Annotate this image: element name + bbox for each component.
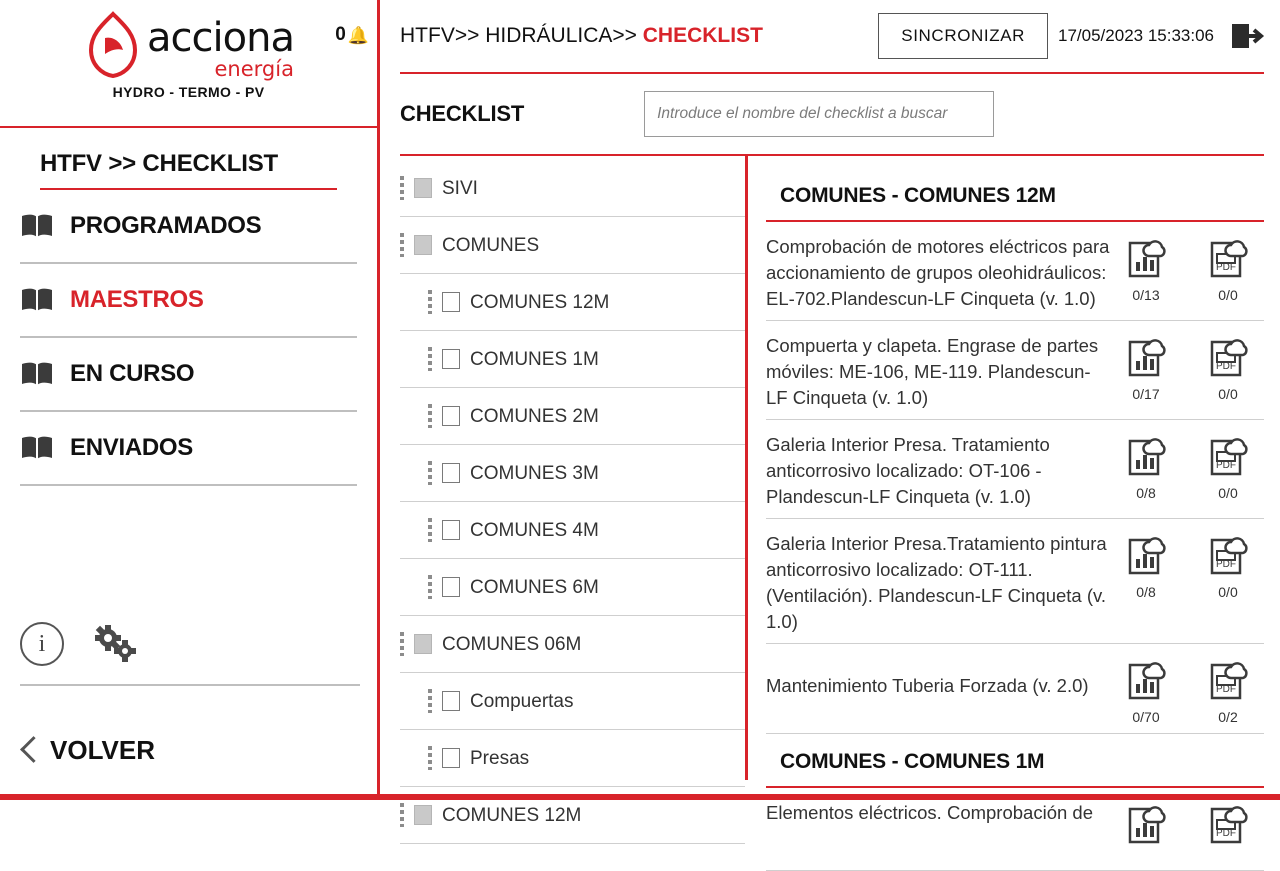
tree-item-comunes-06m[interactable] xyxy=(400,616,745,673)
notifications[interactable] xyxy=(335,24,369,46)
book-icon xyxy=(20,361,54,387)
tree-item-comunes-12m[interactable] xyxy=(400,274,745,331)
chart-count: 0/70 xyxy=(1132,709,1160,725)
sync-button[interactable]: SINCRONIZAR xyxy=(878,13,1048,59)
checklist-tree[interactable] xyxy=(400,156,745,826)
pdf-count: 0/2 xyxy=(1218,709,1238,725)
checkbox-icon[interactable] xyxy=(442,748,460,768)
pdf-cloud-icon xyxy=(1205,432,1251,478)
drag-handle-icon xyxy=(428,461,432,485)
checkbox-icon[interactable] xyxy=(442,292,460,312)
tree-item-label: COMUNES 12M xyxy=(442,804,582,826)
sidebar-item-label: ENVIADOS xyxy=(70,434,193,461)
book-icon xyxy=(20,435,54,461)
sidebar xyxy=(0,0,380,794)
book-icon xyxy=(20,287,54,313)
group-title: COMUNES - COMUNES 1M xyxy=(766,734,1264,788)
pdf-upload-action[interactable] xyxy=(1200,234,1256,303)
tree-item-compuertas[interactable] xyxy=(400,673,745,730)
checkbox-icon[interactable] xyxy=(442,577,460,597)
chart-upload-action[interactable] xyxy=(1118,531,1174,600)
drag-handle-icon xyxy=(400,176,404,200)
checkbox-icon[interactable] xyxy=(442,406,460,426)
drag-handle-icon xyxy=(428,404,432,428)
folder-box-icon xyxy=(414,805,432,825)
checklist-row[interactable] xyxy=(766,519,1264,644)
logo-acciona-text: acciona xyxy=(147,15,294,61)
info-icon[interactable] xyxy=(20,622,64,666)
checklist-row-text: Galeria Interior Presa.Tratamiento pintura anticorrosivo localizado: OT-111. (Ventilación). Plandescun-LF Cinqueta (v. 1.0) xyxy=(766,533,1107,632)
drag-handle-icon xyxy=(400,803,404,827)
tree-item-label: COMUNES 12M xyxy=(470,291,610,313)
chart-count: 0/8 xyxy=(1136,584,1156,600)
top-bar xyxy=(400,0,1264,74)
checkbox-icon[interactable] xyxy=(442,463,460,483)
chart-upload-action[interactable] xyxy=(1118,800,1174,851)
chart-upload-action[interactable] xyxy=(1118,656,1174,725)
chart-count: 0/13 xyxy=(1132,287,1160,303)
pdf-cloud-icon xyxy=(1205,333,1251,379)
back-button[interactable] xyxy=(20,735,155,766)
breadcrumb xyxy=(400,24,763,48)
sidebar-item-label: PROGRAMADOS xyxy=(70,212,262,239)
tree-item-sivi[interactable] xyxy=(400,160,745,217)
sidebar-title: HTFV >> CHECKLIST xyxy=(40,128,337,190)
folder-box-icon xyxy=(414,178,432,198)
drag-handle-icon xyxy=(428,518,432,542)
pdf-count: 0/0 xyxy=(1218,386,1238,402)
main-panel xyxy=(380,0,1280,839)
pdf-upload-action[interactable] xyxy=(1200,800,1256,851)
checkbox-icon[interactable] xyxy=(442,691,460,711)
logo-energia-text: energía xyxy=(214,57,294,81)
drag-handle-icon xyxy=(428,290,432,314)
tree-item-label: COMUNES 3M xyxy=(470,462,599,484)
tree-item-label: COMUNES 6M xyxy=(470,576,599,598)
chart-cloud-icon xyxy=(1123,432,1169,478)
sidebar-tools xyxy=(20,622,360,686)
bell-icon[interactable]: 🔔 xyxy=(347,25,369,45)
pdf-cloud-icon xyxy=(1205,234,1251,280)
drag-handle-icon xyxy=(428,689,432,713)
tree-item-comunes-4m[interactable] xyxy=(400,502,745,559)
svg-text:PDF: PDF xyxy=(1216,559,1236,570)
pdf-cloud-icon xyxy=(1205,531,1251,577)
chart-upload-action[interactable] xyxy=(1118,333,1174,402)
checklist-detail xyxy=(745,156,1264,839)
sidebar-item-enviados[interactable] xyxy=(20,412,357,486)
pdf-count: 0/0 xyxy=(1218,287,1238,303)
drag-handle-icon xyxy=(400,632,404,656)
svg-text:PDF: PDF xyxy=(1216,262,1236,273)
checklist-row[interactable] xyxy=(766,222,1264,321)
tree-item-comunes-3m[interactable] xyxy=(400,445,745,502)
logout-icon[interactable] xyxy=(1230,21,1264,51)
tree-item-label: Presas xyxy=(470,747,530,769)
search-bar xyxy=(400,74,1264,156)
notification-count: 0 xyxy=(335,24,346,45)
tree-item-label: COMUNES 2M xyxy=(470,405,599,427)
content-area xyxy=(400,156,1264,839)
chart-cloud-icon xyxy=(1123,333,1169,379)
svg-text:PDF: PDF xyxy=(1216,684,1236,695)
checklist-row-text: Elementos eléctricos. Comprobación de xyxy=(766,802,1093,823)
drag-handle-icon xyxy=(428,575,432,599)
sidebar-item-label: MAESTROS xyxy=(70,286,204,313)
breadcrumb-root: HTFV>> HIDRÁULICA>> xyxy=(400,24,643,47)
brand-tagline: HYDRO - TERMO - PV xyxy=(112,84,265,100)
checklist-row[interactable] xyxy=(766,788,1264,871)
sidebar-item-label: EN CURSO xyxy=(70,360,195,387)
timestamp: 17/05/2023 15:33:06 xyxy=(1058,26,1214,45)
pdf-upload-action[interactable] xyxy=(1200,656,1256,725)
pdf-count: 0/0 xyxy=(1218,485,1238,501)
pdf-upload-action[interactable] xyxy=(1200,432,1256,501)
row-actions xyxy=(1118,800,1264,851)
checklist-row-text: Mantenimiento Tuberia Forzada (v. 2.0) xyxy=(766,675,1089,696)
chart-cloud-icon xyxy=(1123,800,1169,846)
tree-item-comunes-12m-2[interactable] xyxy=(400,787,745,844)
checklist-row-text: Comprobación de motores eléctricos para accionamiento de grupos oleohidráulicos: EL-702.Plandescun-LF Cinqueta (v. 1.0) xyxy=(766,236,1110,309)
back-button-label: VOLVER xyxy=(50,735,155,765)
svg-text:PDF: PDF xyxy=(1216,828,1236,839)
search-input[interactable] xyxy=(644,91,994,137)
chart-cloud-icon xyxy=(1123,531,1169,577)
row-actions xyxy=(1118,656,1264,725)
checklist-row-text: Galeria Interior Presa. Tratamiento anticorrosivo localizado: OT-106 - Plandescun-LF Cinqueta (v. 1.0) xyxy=(766,434,1050,507)
pdf-cloud-icon xyxy=(1205,656,1251,702)
sidebar-item-maestros[interactable] xyxy=(20,264,357,338)
chart-upload-action[interactable] xyxy=(1118,432,1174,501)
tree-item-presas[interactable] xyxy=(400,730,745,787)
page-title: CHECKLIST xyxy=(400,101,525,126)
group-title: COMUNES - COMUNES 12M xyxy=(766,156,1264,222)
tree-item-label: SIVI xyxy=(442,177,478,199)
acciona-logo-icon xyxy=(83,12,143,78)
checklist-row[interactable] xyxy=(766,420,1264,519)
svg-text:PDF: PDF xyxy=(1216,361,1236,372)
checklist-row[interactable] xyxy=(766,321,1264,420)
folder-box-icon xyxy=(414,634,432,654)
tree-item-label: COMUNES 06M xyxy=(442,633,582,655)
checkbox-icon[interactable] xyxy=(442,520,460,540)
tree-item-comunes-2m[interactable] xyxy=(400,388,745,445)
brand-header xyxy=(0,0,377,128)
checklist-row-text: Compuerta y clapeta. Engrase de partes móviles: ME-106, ME-119. Plandescun-LF Cinqueta (v. 1.0) xyxy=(766,335,1099,408)
checklist-row[interactable] xyxy=(766,644,1264,734)
folder-box-icon xyxy=(414,235,432,255)
sidebar-item-programados[interactable] xyxy=(20,190,357,264)
info-icon-glyph: i xyxy=(38,630,46,657)
tree-item-label: COMUNES 1M xyxy=(470,348,599,370)
row-actions xyxy=(1118,531,1264,600)
pdf-upload-action[interactable] xyxy=(1200,333,1256,402)
drag-handle-icon xyxy=(428,746,432,770)
pdf-cloud-icon xyxy=(1205,800,1251,846)
chart-count: 0/17 xyxy=(1132,386,1160,402)
row-actions xyxy=(1118,432,1264,501)
chart-cloud-icon xyxy=(1123,234,1169,280)
tree-item-label: COMUNES xyxy=(442,234,540,256)
logo-wordmark xyxy=(147,12,294,80)
tree-item-comunes[interactable] xyxy=(400,217,745,274)
svg-text:PDF: PDF xyxy=(1216,460,1236,471)
chart-upload-action[interactable] xyxy=(1118,234,1174,303)
logo xyxy=(0,6,377,80)
tree-item-comunes-1m[interactable] xyxy=(400,331,745,388)
row-actions xyxy=(1118,333,1264,402)
drag-handle-icon xyxy=(428,347,432,371)
chart-cloud-icon xyxy=(1123,656,1169,702)
tree-item-label: Compuertas xyxy=(470,690,574,712)
breadcrumb-current: CHECKLIST xyxy=(642,24,763,47)
checkbox-icon[interactable] xyxy=(442,349,460,369)
sidebar-item-en-curso[interactable] xyxy=(20,338,357,412)
drag-handle-icon xyxy=(400,233,404,257)
settings-gears-icon[interactable] xyxy=(92,624,138,664)
chart-count: 0/8 xyxy=(1136,485,1156,501)
tree-item-comunes-6m[interactable] xyxy=(400,559,745,616)
chevron-left-icon xyxy=(20,737,36,765)
row-actions xyxy=(1118,234,1264,303)
pdf-upload-action[interactable] xyxy=(1200,531,1256,600)
sidebar-nav xyxy=(0,190,377,486)
tree-item-label: COMUNES 4M xyxy=(470,519,599,541)
book-icon xyxy=(20,213,54,239)
pdf-count: 0/0 xyxy=(1218,584,1238,600)
